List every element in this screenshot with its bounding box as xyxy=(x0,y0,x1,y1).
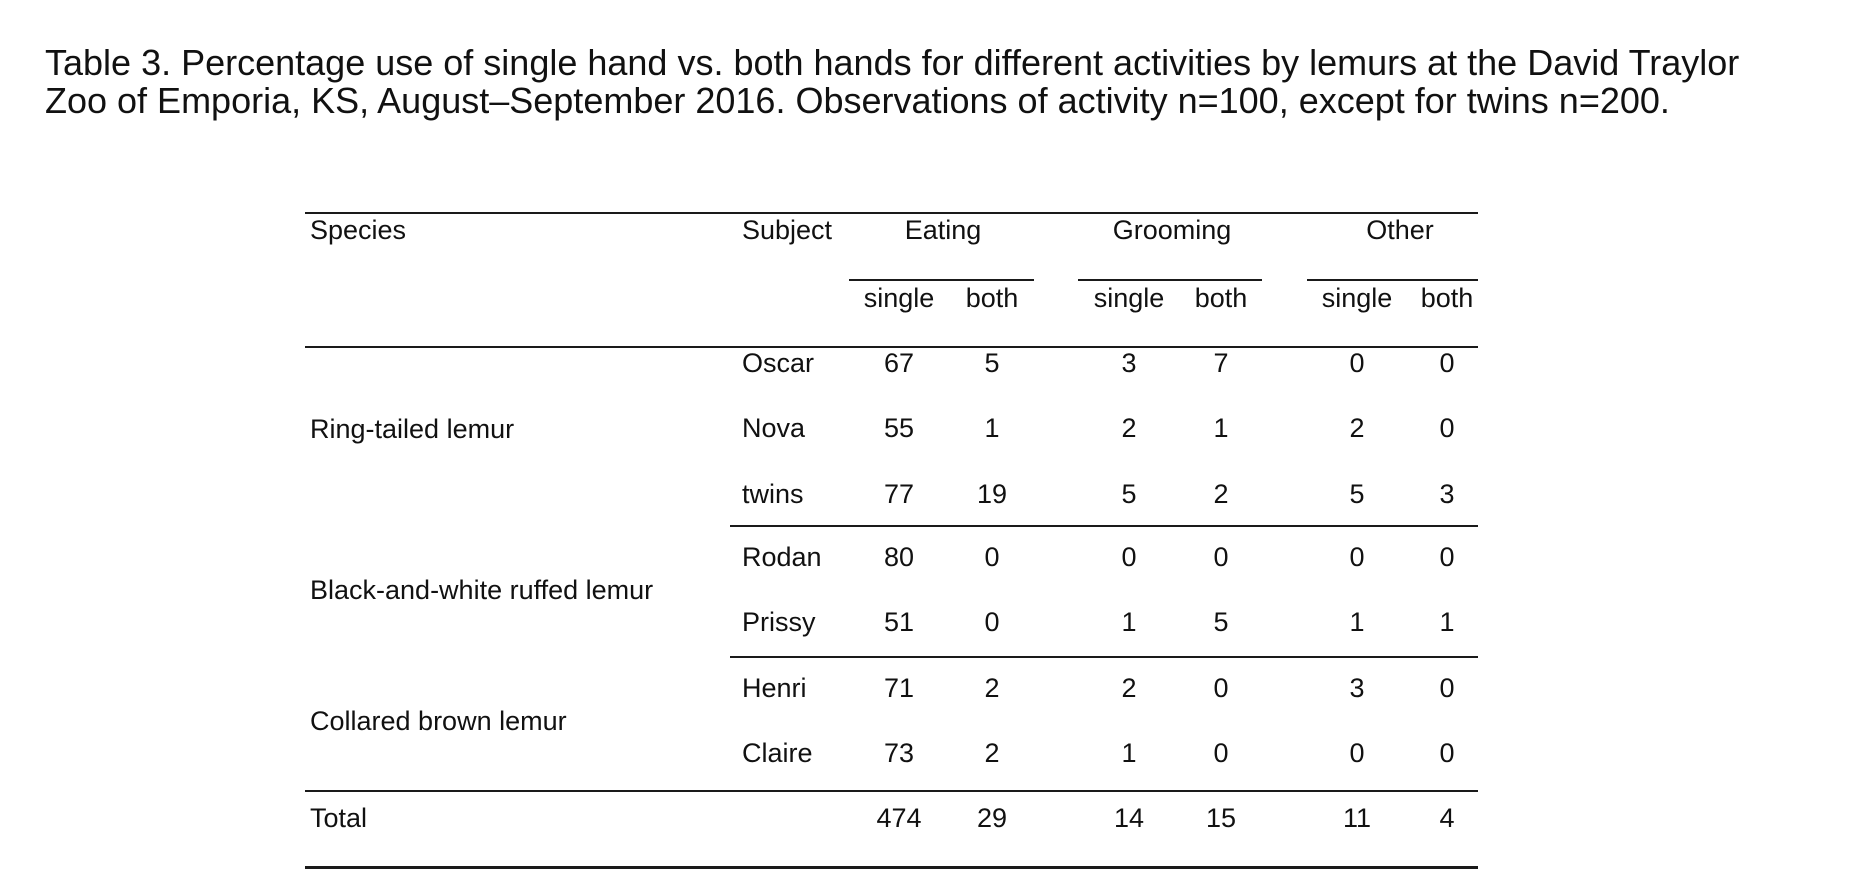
total-value: 474 xyxy=(876,803,922,833)
total-value: 11 xyxy=(1342,803,1372,833)
subheader-single: single xyxy=(1321,283,1393,313)
header-subject: Subject xyxy=(742,215,833,245)
header-other: Other xyxy=(1366,215,1434,245)
total-value: 29 xyxy=(976,803,1008,833)
table-cell-value: 0 xyxy=(984,542,1000,572)
subheader-both: both xyxy=(1194,283,1248,313)
table-cell-value: 1 xyxy=(1121,738,1137,768)
group-underline-grooming xyxy=(1078,279,1262,281)
table-cell-value: 3 xyxy=(1349,673,1365,703)
table-cell-value: 1 xyxy=(1349,607,1365,637)
subheader-both: both xyxy=(1420,283,1474,313)
subheader-both: both xyxy=(965,283,1019,313)
species-label: Ring-tailed lemur xyxy=(310,413,515,444)
table-cell-value: 0 xyxy=(1439,413,1455,443)
group-underline-eating xyxy=(849,279,1034,281)
table-cell-value: 0 xyxy=(1213,738,1229,768)
table-cell-value: 0 xyxy=(1349,348,1365,378)
table-cell-value: 73 xyxy=(883,738,915,768)
table-cell-value: 2 xyxy=(1213,479,1229,509)
subheader-single: single xyxy=(863,283,935,313)
group-separator-rule xyxy=(730,525,1478,527)
table-cell-value: 19 xyxy=(976,479,1008,509)
species-label: Collared brown lemur xyxy=(310,705,567,736)
table-cell-value: 55 xyxy=(883,413,915,443)
table-cell-value: 80 xyxy=(883,542,915,572)
subject-label: Henri xyxy=(742,673,807,703)
table-cell-value: 3 xyxy=(1439,479,1455,509)
table-cell-value: 67 xyxy=(883,348,915,378)
table-cell-value: 5 xyxy=(984,348,1000,378)
header-grooming: Grooming xyxy=(1112,215,1232,245)
total-label: Total xyxy=(310,803,368,833)
table-cell-value: 1 xyxy=(1213,413,1229,443)
table-cell-value: 0 xyxy=(1439,738,1455,768)
subject-label: Rodan xyxy=(742,542,822,572)
table-cell-value: 0 xyxy=(1439,348,1455,378)
subheader-single: single xyxy=(1093,283,1165,313)
subject-label: twins xyxy=(742,479,804,509)
table-bottom-rule xyxy=(305,866,1478,869)
species-label: Black-and-white ruffed lemur xyxy=(310,574,654,605)
table-cell-value: 2 xyxy=(1349,413,1365,443)
group-underline-other xyxy=(1307,279,1478,281)
table-cell-value: 2 xyxy=(984,738,1000,768)
table-cell-value: 71 xyxy=(883,673,915,703)
table-cell-value: 0 xyxy=(1439,542,1455,572)
total-value: 14 xyxy=(1113,803,1145,833)
table-cell-value: 3 xyxy=(1121,348,1137,378)
table-cell-value: 0 xyxy=(1121,542,1137,572)
table-cell-value: 0 xyxy=(1213,673,1229,703)
total-top-rule xyxy=(305,790,1478,792)
header-species: Species xyxy=(310,215,407,245)
subject-label: Nova xyxy=(742,413,806,443)
table-cell-value: 2 xyxy=(1121,413,1137,443)
table-cell-value: 51 xyxy=(883,607,915,637)
table-cell-value: 0 xyxy=(984,607,1000,637)
total-value: 15 xyxy=(1205,803,1237,833)
group-separator-rule xyxy=(730,656,1478,658)
subject-label: Prissy xyxy=(742,607,816,637)
header-eating: Eating xyxy=(904,215,982,245)
table-cell-value: 0 xyxy=(1213,542,1229,572)
table-cell-value: 5 xyxy=(1349,479,1365,509)
table-cell-value: 2 xyxy=(984,673,1000,703)
table-cell-value: 0 xyxy=(1349,542,1365,572)
table-cell-value: 2 xyxy=(1121,673,1137,703)
table-cell-value: 1 xyxy=(1439,607,1455,637)
table-cell-value: 1 xyxy=(1121,607,1137,637)
table-cell-value: 0 xyxy=(1439,673,1455,703)
table-cell-value: 5 xyxy=(1121,479,1137,509)
table-cell-value: 7 xyxy=(1213,348,1229,378)
table-cell-value: 1 xyxy=(984,413,1000,443)
table-cell-value: 5 xyxy=(1213,607,1229,637)
total-value: 4 xyxy=(1439,803,1455,833)
subject-label: Oscar xyxy=(742,348,815,378)
table-caption: Table 3. Percentage use of single hand vs. both hands for different activities by lemurs at the David Traylor Zoo of Emporia, KS, August–September 2016. Observations of activity n=100, except for twins n=200. xyxy=(45,42,1740,121)
table-top-rule xyxy=(305,212,1478,214)
table-cell-value: 0 xyxy=(1349,738,1365,768)
table-cell-value: 77 xyxy=(883,479,915,509)
subject-label: Claire xyxy=(742,738,813,768)
